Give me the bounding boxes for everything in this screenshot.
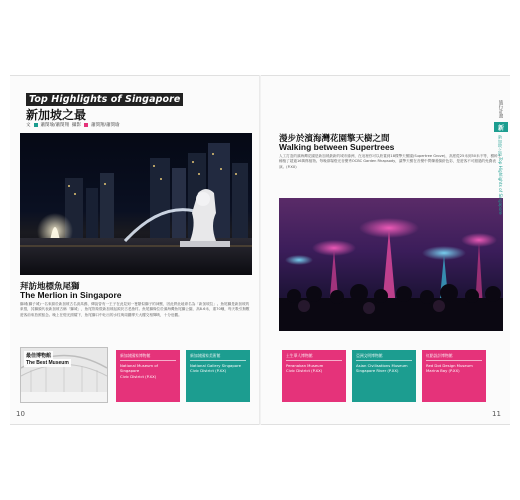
credit-writer-name: 蕭閔瑜/蕭閔翔 [40,123,70,128]
merlion-heading-zh: 拜訪地標魚尾獅 [20,282,80,292]
museum-name-zh: 亞洲文明博物館 [356,353,383,358]
credit-writer-role: 文 [26,123,31,128]
merlion-body: 獅城(獅子城)一名來源於新加坡古名淡馬錫，傳說曾有一王子在此見到一隻類似獅子的神獸，因此將此地命名為「新加坡拉」。魚尾獅是新加坡的象徵，其獅頭代表新加坡古稱「獅城」，魚尾則象徵新加坡起源於古老漁村。魚尾獅像位於濱海灣魚尾獅公園，高8.6米，重70噸，每天吸引無數遊客前來拍照留念。晚上在燈光照耀下，魚尾獅口中吐出的水柱與周圍摩天大樓交相輝映，十分壯觀。 [20,302,250,317]
museum-name-zh: 新加坡國家博物館 [120,353,151,358]
supertrees-photo [279,198,503,331]
museum-address: Civic District (P.XX) [190,368,227,374]
museum-card[interactable] [186,350,250,402]
museum-name-en: National Gallery Singapore [190,363,241,369]
museum-address: Marina Bay (P.XX) [426,368,460,374]
museum-card[interactable] [422,350,486,402]
best-museum-title-zh: 最佳博物館 [26,353,52,359]
merlion-photo [20,133,252,275]
side-tab-badge: 新 [494,122,508,132]
museum-name-zh: 新加坡國家美術館 [190,353,221,358]
museum-card[interactable] [282,350,346,402]
supertrees-scene [279,198,503,331]
museum-name-zh: 土生華人博物館 [286,353,313,358]
left-page [10,75,258,425]
best-museum-image [20,347,108,403]
credits [26,122,120,128]
museum-card[interactable] [116,350,180,402]
spread-title-zh: 新加坡之最 [26,108,87,122]
best-museum-title-en: The Best Museum [26,360,69,366]
page-gutter [259,75,261,425]
museum-name-en: Red Dot Design Museum [426,363,473,369]
supertrees-body: 人工打造的濱海灣花園是新加坡最新的城市綠洲，在這裡你可以欣賞到18棵擎天樹園(Supertree Grove)，高度從25米到50米不等，樹幹上種植了超過16萬株植物。每晚兩場燈光音樂秀OCBC Garden Rhapsody，讓擎天樹在音樂中閃爍著繽紛色彩，是遊客不可錯過的免費表演。(P.XX) [279,154,502,169]
spread-title-en: Top Highlights of Singapore [26,93,183,106]
museum-name-en: National Museum of Singapore [120,363,158,374]
museum-name-zh: 紅點設計博物館 [426,353,453,358]
card-divider [426,360,482,361]
side-tab-vertical-title: 新加坡之最 Top Highlights of Singapore [498,135,503,215]
museum-name-en: Peranakan Museum [286,363,324,369]
side-tab-label: 旅行計畫 [498,100,503,118]
museum-name-en: Asian Civilisations Museum [356,363,408,369]
museum-address: Singapore River (P.XX) [356,368,399,374]
right-page [262,75,510,425]
museum-card[interactable] [352,350,416,402]
chapter-side-tab[interactable] [492,75,510,215]
credit-marker [84,123,88,127]
merlion-scene [20,133,252,275]
card-divider [190,360,246,361]
card-divider [356,360,412,361]
museum-address: Civic District (P.XX) [120,373,157,379]
credit-marker [34,123,38,127]
credit-photo-role: 攝影 [72,123,82,128]
page-number-left: 10 [16,410,25,418]
supertrees-heading-zh: 漫步於濱海灣花園擎天樹之間 [279,134,390,144]
credit-photo-name: 蕭閔翔/蕭閔瑜 [91,123,120,128]
museum-address: Civic District (P.XX) [286,368,323,374]
card-divider [120,360,176,361]
merlion-heading-en: The Merlion in Singapore [20,290,122,300]
page-number-right: 11 [492,410,501,418]
supertrees-heading-en: Walking between Supertrees [279,142,395,152]
card-divider [286,360,342,361]
